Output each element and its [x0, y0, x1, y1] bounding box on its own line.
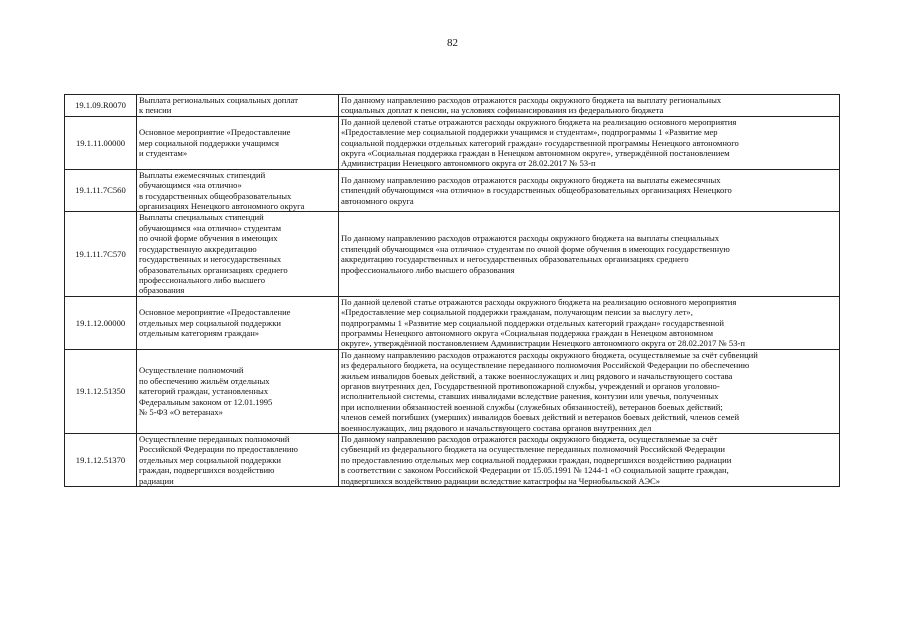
description-line: По данному направлению расходов отражаются расходы окружного бюджета на выплаты ежемесячных — [341, 175, 721, 186]
target-article-name — [137, 349, 339, 433]
description-line: округа «Социальная поддержка граждан в Ненецком автономном округе», утверждённой постановлением — [341, 148, 730, 159]
target-article-name — [137, 296, 339, 349]
target-article-name — [137, 95, 339, 117]
name-line: Федеральным законом от 12.01.1995 — [139, 396, 273, 407]
name-line: по очной форме обучения в имеющих — [139, 233, 278, 244]
description-line: округе», утверждённой постановлением Администрации Ненецкого автономного округа от 28.02.2017 № 53-п — [341, 338, 745, 349]
name-line: мер социальной поддержки учащимся — [139, 137, 279, 148]
table-row — [65, 349, 840, 433]
name-line: граждан, подвергшихся воздействию — [139, 465, 275, 476]
target-article-name — [137, 116, 339, 169]
target-article-code: 19.1.09.R0070 — [65, 95, 137, 117]
description-line: органов внутренних дел, Государственной противопожарной службы, учреждений и органов уголовно- — [341, 380, 720, 391]
name-line: Осуществление полномочий — [139, 365, 244, 376]
name-line: образования — [139, 285, 185, 296]
description-line: военнослужащих, лиц рядового и начальствующего состава органов внутренних дел — [341, 422, 652, 433]
target-article-name — [137, 434, 339, 487]
description-line: стипендий обучающимся «на отлично» студентам по очной форме обучения в имеющих государственную — [341, 243, 730, 254]
name-line: обучающимся «на отлично» — [139, 180, 242, 191]
description-line: членов семей погибших (умерших) инвалидов боевых действий и ветеранов боевых действий, членов семей — [341, 412, 740, 423]
table-row — [65, 212, 840, 296]
description-line: «Предоставление мер социальной поддержки учащимся и студентам», подпрограммы 1 «Развитие мер — [341, 127, 718, 138]
target-article-description — [339, 434, 840, 487]
description-line: По данному направлению расходов отражаются расходы окружного бюджета на выплату региональных — [341, 95, 722, 105]
target-article-code: 19.1.12.51350 — [65, 349, 137, 433]
description-line: подпрограммы 1 «Развитие мер социальной поддержки отдельных категорий граждан» государственной — [341, 317, 725, 328]
description-line: «Предоставление мер социальной поддержки гражданам, получающим пенсии за выслугу лет», — [341, 307, 693, 318]
name-line: и студентам» — [139, 148, 188, 159]
name-line: в государственных общеобразовательных — [139, 190, 292, 201]
name-line: обучающимся «на отлично» студентам — [139, 222, 282, 233]
description-line: жильем инвалидов боевых действий, а также военнослужащих и лиц рядового и начальствующего состава — [341, 370, 733, 381]
name-line: по обеспечению жильём отдельных — [139, 375, 270, 386]
target-article-code: 19.1.12.00000 — [65, 296, 137, 349]
target-article-description — [339, 95, 840, 117]
target-article-name — [137, 212, 339, 296]
table-body — [65, 95, 840, 487]
name-line: категорий граждан, установленных — [139, 386, 269, 397]
table-row — [65, 169, 840, 212]
description-line: социальных доплат к пенсии, на условиях софинансирования из федерального бюджета — [341, 105, 664, 116]
name-line: Осуществление переданных полномочий — [139, 434, 290, 444]
description-line: по предоставлению отдельных мер социальной поддержки граждан, подвергшихся воздействию радиации — [341, 454, 732, 465]
name-line: профессионального либо высшего — [139, 274, 266, 285]
description-line: при исполнении обязанностей военной службы (служебных обязанностей), ветеранов боевых действий; — [341, 401, 723, 412]
table-row — [65, 296, 840, 349]
description-line: По данной целевой статье отражаются расходы окружного бюджета на реализацию основного мероприятия — [341, 296, 737, 307]
name-line: Основное мероприятие «Предоставление — [139, 307, 291, 318]
table-row — [65, 95, 840, 117]
name-line: Основное мероприятие «Предоставление — [139, 127, 291, 138]
table-row — [65, 116, 840, 169]
target-article-description — [339, 116, 840, 169]
page-number: 82 — [447, 37, 458, 49]
name-line: организациях Ненецкого автономного округа — [139, 201, 305, 212]
name-line: Выплата региональных социальных доплат — [139, 95, 298, 105]
table-row — [65, 434, 840, 487]
name-line: № 5-ФЗ «О ветеранах» — [139, 406, 223, 417]
target-article-description — [339, 169, 840, 212]
name-line: отдельным категориям граждан» — [139, 327, 260, 338]
target-article-description — [339, 296, 840, 349]
description-line: По данному направлению расходов отражаются расходы окружного бюджета, осуществляемые за счёт субвенций — [341, 349, 758, 360]
name-line: отдельных мер социальной поддержки — [139, 317, 282, 328]
description-line: автономного округа — [341, 195, 414, 206]
description-line: По данному направлению расходов отражаются расходы окружного бюджета, осуществляемые за счёт — [341, 434, 718, 444]
description-line: социальной поддержки отдельных категорий граждан» государственной программы Ненецкого автономного — [341, 137, 739, 148]
name-line: Выплаты специальных стипендий — [139, 212, 264, 223]
description-line: субвенций из федерального бюджета на осуществление переданных полномочий Российской Федерации — [341, 444, 726, 455]
description-line: в соответствии с законом Российской Федерации от 15.05.1991 № 1244-1 «О социальной защите граждан, — [341, 465, 729, 476]
description-line: из федерального бюджета, на осуществление переданного полномочия Российской Федерации по обеспечению — [341, 360, 750, 371]
target-article-code: 19.1.11.7С560 — [65, 169, 137, 212]
target-article-code: 19.1.12.51370 — [65, 434, 137, 487]
name-line: государственных и негосударственных — [139, 254, 282, 265]
name-line: образовательных организациях среднего — [139, 264, 288, 275]
target-article-description — [339, 349, 840, 433]
target-article-code: 19.1.11.7С570 — [65, 212, 137, 296]
name-line: радиации — [139, 475, 174, 486]
name-line: к пенсии — [139, 105, 172, 116]
description-line: исполнительной системы, ставших инвалидами вследствие ранения, контузии или увечья, полученных — [341, 391, 719, 402]
name-line: Российской Федерации по предоставлению — [139, 444, 298, 455]
target-article-description — [339, 212, 840, 296]
description-line: По данной целевой статье отражаются расходы окружного бюджета на реализацию основного мероприятия — [341, 116, 737, 127]
target-article-name — [137, 169, 339, 212]
name-line: отдельных мер социальной поддержки — [139, 454, 282, 465]
name-line: Выплаты ежемесячных стипендий — [139, 169, 266, 180]
name-line: государственную аккредитацию — [139, 243, 257, 254]
description-line: профессионального либо высшего образования — [341, 264, 515, 275]
description-line: стипендий обучающимся «на отлично» в государственных общеобразовательных организациях Ненецкого — [341, 185, 732, 196]
description-line: аккредитацию государственных и негосударственных образовательных организациях среднего — [341, 254, 689, 265]
description-line: подвергшихся воздействию радиации вследствие катастрофы на Чернобыльской АЭС» — [341, 475, 661, 486]
description-line: Администрации Ненецкого автономного округа от 28.02.2017 № 53-п — [341, 158, 596, 169]
description-line: программы Ненецкого автономного округа «Социальная поддержка граждан в Ненецком автономном — [341, 327, 714, 338]
description-line: По данному направлению расходов отражаются расходы окружного бюджета на выплаты специальных — [341, 233, 720, 244]
target-article-code: 19.1.11.00000 — [65, 116, 137, 169]
budget-classification-table — [64, 94, 840, 487]
